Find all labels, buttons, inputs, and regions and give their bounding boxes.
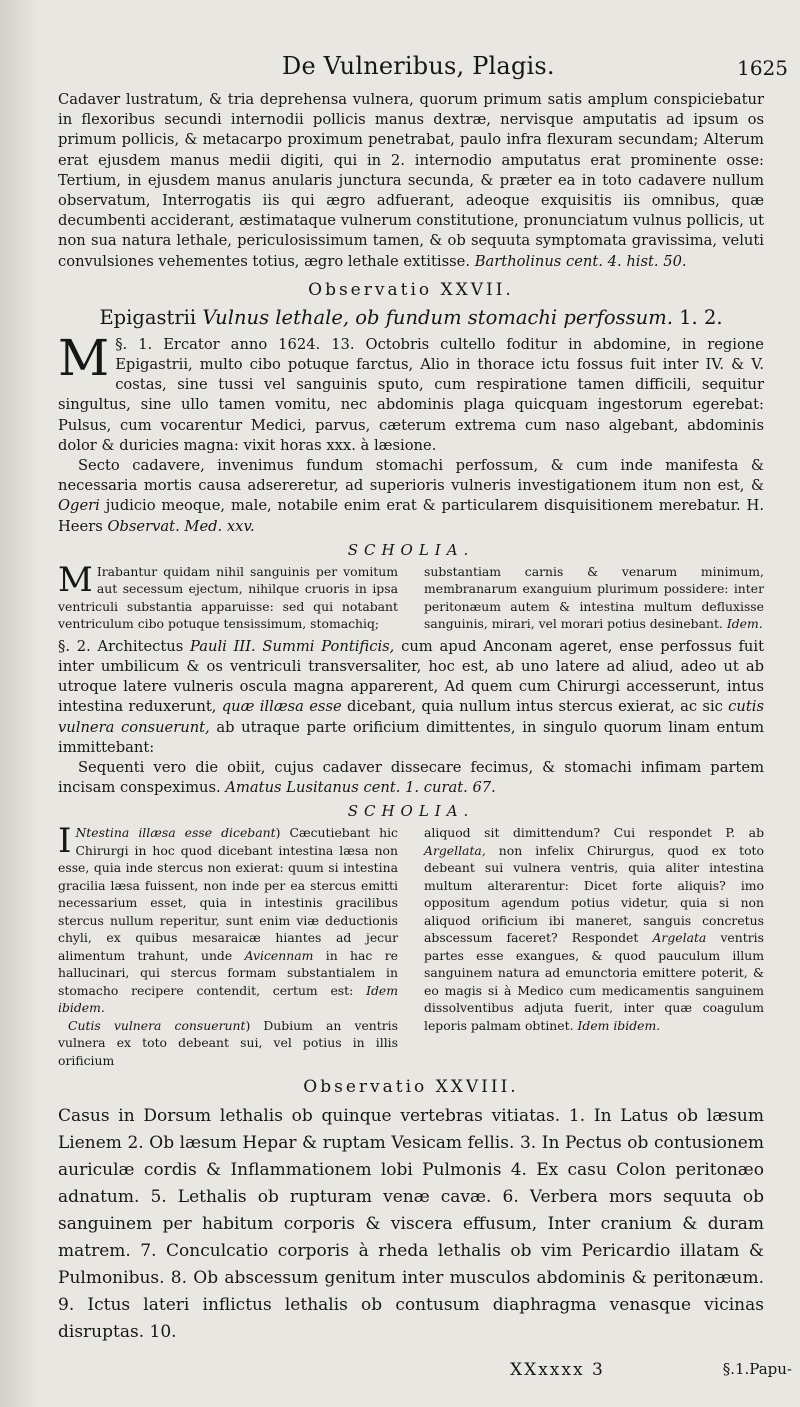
- section-2-paragraph-2: [58, 758, 764, 798]
- scholia-2-left-text: ) Cæcutiebant hic Chirurgi in hoc quod dicebant intestina læsa non esse, quia inde stercus non exierat: quum si intestina gracilia læsa fuissent, non inde per ea stercus emitti necessarium esset, quia in intestinis gracilibus stercus nullum reperitur, sunt enim viæ deductionis chyli, ex quibus mesaraicæ hiantes ad jecur alimentum trahunt, unde: [58, 825, 398, 963]
- scholia-1-columns: [58, 559, 764, 633]
- scholia-1-heading: SCHOLIA.: [347, 540, 475, 559]
- intro-paragraph: [58, 90, 764, 272]
- observation-28-cases: Casus in Dorsum lethalis ob quinque vertebras vitiatas. 1. In Latus ob læsum Lienem 2. Ob læsum Hepar & ruptam Vesicam fellis. 3. In Pectus ob contusionem auriculæ cordis & Inflammationem lobi Pulmonis 4. Ex casu Colon peritonæo adnatum. 5. Lethalis ob rupturam venæ cavæ. 6. Verbera mors sequuta ob sanguinem per habitum corporis & viscera effusum, Inter cranium & duram matrem. 7. Conculcatio corporis à rheda lethalis ob vim Pericardio illatam & Pulmonibus. 8. Ob abscessum genitum inter musculos abdominis & peritonæum. 9. Ictus lateri inflictus lethalis ob contusum diaphragma venasque vicinas disruptas. 10.: [58, 1106, 764, 1343]
- scholia-2-heading: SCHOLIA.: [347, 802, 475, 821]
- s1p2-text-b: judicio meoque, male, notabile enim erat & particularem disquisitionem merebatur. H. Heers: [58, 497, 764, 535]
- scholia-2-left-column: [58, 821, 398, 1069]
- intro-citation: Bartholinus cent. 4. hist. 50.: [474, 252, 687, 270]
- s2-text-c: dicebant, quia nullum intus stercus exierat, ac sic: [346, 698, 723, 716]
- scholia-2-right-citation: Idem ibidem.: [577, 1017, 661, 1033]
- s1p2-text-a: Secto cadavere, invenimus fundum stomachi perfossum, & cum inde manifesta & necessaria mortis causa adsereretur, ad superioris vulneris investigationem itum non est, &: [58, 457, 764, 495]
- subtitle-italic: Vulnus lethale, ob fundum stomachi perfossum.: [202, 305, 673, 329]
- running-header: [0, 52, 800, 86]
- scholia-1-right-text: substantiam carnis & venarum minimum, membranarum exanguium plurimum possidere: inter peritonæum autem & intestina multum defluxisse sanguinis, mirari, vel morari potius desinebant.: [424, 563, 764, 632]
- s2-text-a: Architectus: [97, 637, 184, 655]
- scholia-1-citation: Idem.: [726, 616, 763, 632]
- section-1-paragraph: [58, 328, 765, 456]
- scholia-2-left-citation: Idem ibidem.: [58, 982, 398, 1016]
- catchword: §.1.Papu-: [722, 1360, 792, 1378]
- scholia-2-lemma-2: Cutis vulnera consuerunt: [68, 1017, 246, 1033]
- page-footer: [0, 1360, 800, 1392]
- s2-text-d: ab utraque parte orificium dimittentes, in singulo quorum linam entum immittebant:: [58, 718, 765, 756]
- scholia-2-left-text-b: in hac re hallucinari, qui stercus formam substantialem in stomacho recipere contendit, certum est:: [58, 947, 398, 998]
- scholia-2-right-italic-2: Argelata: [652, 930, 707, 946]
- scholia-2-lemma: Ntestina illæsa esse dicebant: [75, 825, 276, 841]
- section-1-paragraph-2: [58, 456, 764, 537]
- running-title: De Vulneribus, Plagis.: [282, 52, 555, 80]
- scholia-2-right-column: [424, 824, 764, 1069]
- page-gutter-shadow: [0, 0, 40, 1407]
- section-2-paragraph: [58, 637, 764, 758]
- scholia-1-right-column: [424, 563, 764, 633]
- scholia-2-right-italic: Argellata,: [424, 842, 486, 858]
- s2-italic-3: cutis vulnera consuerunt,: [58, 698, 764, 736]
- section-2-label: §. 2.: [58, 637, 91, 655]
- observation-27-title: Observatio XXVII.: [308, 279, 514, 300]
- s2-text-b: cum apud Anconam ageret, ense perfossus fuit inter umbilicum & os ventriculi transversaliter, hoc est, ab uno latere ad aliud, adeo ut ab utroque latere vulneris oscula magna apparerent, Ad quem cum Chirurgi accesserunt, intus intestina reduxerunt,: [58, 637, 764, 716]
- scholia-1-left-text: Irabantur quidam nihil sanguinis per vomitum aut secessum ejectum, nihilque cruoris in ipsa ventriculi substantia apparuisse: sed qui notabant ventriculum cibo potuque tensissimum, stomachiq;: [58, 563, 398, 632]
- s2-italic-1: Pauli III. Summi Pontificis,: [190, 637, 395, 655]
- intro-text: Cadaver lustratum, & tria deprehensa vulnera, quorum primum satis amplum conspiciebatur in flexoribus secundi internodii pollicis manus dextræ, nervisque amputatis ad ipsum os primum pollicis, & metacarpo proximum penetrabat, paulo infra flexuram secundam; Alterum erat ejusdem manus medii digiti, qui in 2. internodio amputatus erat prominente osse: Tertium, in ejusdem manus anularis junctura secunda, & præter ea in toto cadavere nullum observatum, Interrogatis iis qui ægro adfuerant, adeoque exquisitis iis omnibus, quæ decumbenti acciderant, æstimataque vulnerum constitutione, pronunciatum vulnus pollicis, ut non sua natura lethale, periculosissimum tamen, & ob sequuta symptomata gravissima, veluti convulsiones vehementes totius, ægro lethale extitisse.: [58, 91, 764, 270]
- scholia-2-right-text-b: non infelix Chirurgus, quod ex toto debeant sui vulnera ventris, quia aliter intestina multum alterarentur: Dicet forte aliquis? imo oppositum agendum potius videtur, quia si non aliquod orificium ibi maneret, sanguis concretus abscessum faceret? Respondet: [424, 842, 764, 946]
- scholia-1-drop-cap: M: [58, 559, 93, 600]
- scholia-2-columns: [58, 821, 764, 1069]
- subtitle-end: 1. 2.: [679, 305, 723, 329]
- observation-27-subtitle: [58, 306, 764, 329]
- s1p2-citation: Observat. Med. xxv.: [107, 517, 255, 535]
- scholia-1-left-column: [58, 559, 398, 633]
- scholia-2-italic-name: Avicennam: [244, 947, 314, 963]
- observation-28-title: Observatio XXVIII.: [303, 1077, 519, 1098]
- section-1-text: Ercator anno 1624. 13. Octobris cultello foditur in abdomine, in regione Epigastrii, multo cibo potuque farctus, Alio in thorace ictu fossus fuit inter IV. & V. costas, sine tussi vel sanguinis sputo, cum respiratione tamen difficili, sequitur singultus, sine ullo tamen vomitu, nec abdominis plaga quicquam ingestorum egerebat: Pulsus, cum vocarentur Medici, parvus, cæterum extrema cum naso algebant, abdominis dolor & duricies magna: vixit horas xxx. à læsione.: [58, 335, 765, 454]
- signature-mark: XXxxxx 3: [510, 1360, 605, 1380]
- page-number: 1625: [737, 56, 788, 80]
- s1p2-italic: Ogeri: [58, 497, 100, 515]
- scholia-2-drop-cap: I: [58, 821, 72, 862]
- page-body: [58, 90, 764, 1346]
- s2-italic-2: quæ illæsa esse: [221, 698, 342, 716]
- drop-cap: M: [58, 328, 110, 387]
- scholia-2-right-text-a: aliquod sit dimittendum? Cui respondet P. ab: [424, 825, 764, 841]
- scholia-2-right-text-c: ventris partes esse exangues, & quod pauculum illum sanguinem natura ad emunctoria emittere poterit, & eo magis si à Medico cum medicamentis sanguinem dissolventibus adjuta fuerit, inter quæ coagulum leporis palmam obtinet.: [424, 930, 764, 1033]
- subtitle-plain: Epigastrii: [99, 305, 197, 329]
- s2p2-text: Sequenti vero die obiit, cujus cadaver dissecare fecimus, & stomachi infimam partem incisam conspeximus.: [58, 759, 764, 797]
- section-1-label: §. 1.: [115, 335, 153, 353]
- scholia-2-left-text-c: ) Dubium an ventris vulnera ex toto debeant sui, vel potius in illis orificium: [58, 1017, 398, 1068]
- s2p2-citation: Amatus Lusitanus cent. 1. curat. 67.: [225, 779, 496, 797]
